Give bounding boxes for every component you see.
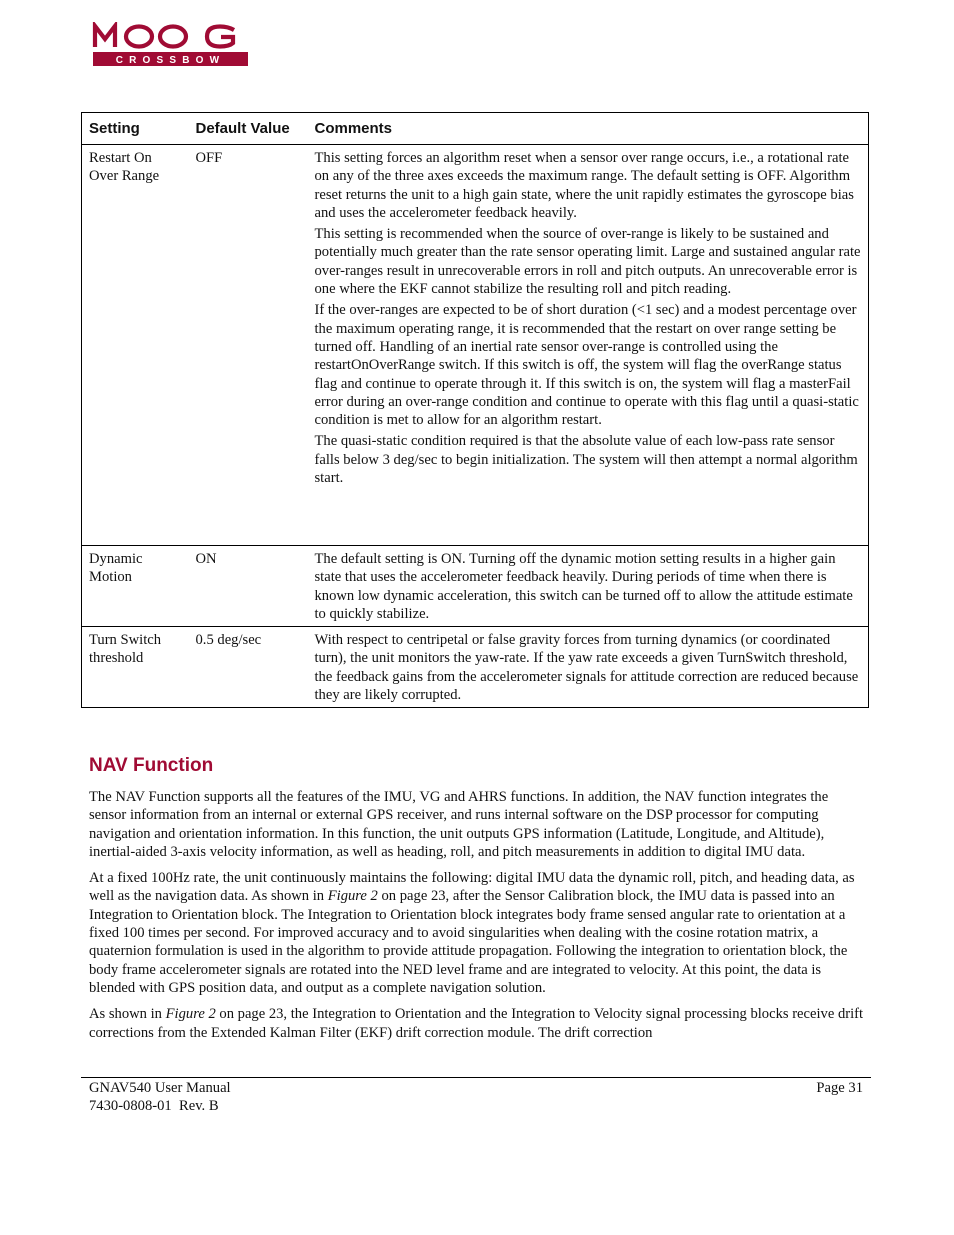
header-setting: Setting <box>82 113 189 145</box>
comment-paragraph: The quasi-static condition required is that the absolute value of each low-pass rate sensor falls below 3 deg/sec to begin initialization. The system will then attempt a normal algorithm start. <box>314 433 858 487</box>
setting-cell: Restart On Over Range <box>82 145 189 546</box>
setting-cell: Turn Switch threshold <box>82 627 189 708</box>
logo-sub-brand: CROSSBOW <box>115 55 226 66</box>
default-value-cell: ON <box>189 546 308 627</box>
table-row-dynamic-motion <box>82 546 869 627</box>
body-paragraph: The NAV Function supports all the features of the IMU, VG and AHRS functions. In addition, the NAV function integrates the sensor information from an internal or external GPS receiver, and runs internal software on the DSP processor for computing navigation and orientation information. In this function, the unit outputs GPS information (Latitude, Longitude, and Altitude), inertial-aided 3-axis velocity information, as well as heading, roll, and pitch measurements in addition to digital IMU data. <box>89 789 829 860</box>
table-header-row <box>82 113 869 145</box>
figure-reference: Figure 2 <box>327 888 378 905</box>
footer-rule <box>81 1077 871 1078</box>
text-run: on page 23, after the Sensor Calibration block, the IMU data is passed into an Integration to Orientation block. The Integration to Orientation block integrates body frame sensed angular rate to orientation at a fixed 100 times per second. For improved accuracy and to avoid singularities when dealing with the cosine rotation matrix, a quaternion formulation is used in the algorithm to provide attitude propagation. Following the integration to orientation block, the body frame accelerometer signals are rotated into the NED level frame and are integrated to velocity. At this point, the data is blended with GPS position data, and output as a complete navigation solution. <box>89 888 848 996</box>
body-paragraph <box>89 1005 864 1042</box>
footer-page-number: Page 31 <box>816 1080 863 1096</box>
footer-left <box>89 1079 231 1116</box>
setting-cell: Dynamic Motion <box>82 546 189 627</box>
table-row-turn-switch-threshold <box>82 627 869 708</box>
text-run: As shown in <box>89 1006 166 1023</box>
comment-paragraph: If the over-ranges are expected to be of short duration (<1 sec) and a modest percentage over the maximum operating range, it is recommended that the restart on over range setting be turned off. Handling of an inertial rate sensor over-range is controlled using the restartOnOverRange switch. If this switch is off, the system will flag the overRange status flag and continue to operate through it. If this switch is on, the system will flag a masterFail error during an over-range condition and continue to operate with this flag until a quasi-static condition is met to allow for an algorithm restart. <box>314 302 859 429</box>
text-run: on page 23, the Integration to Orientation and the Integration to Velocity signal processing blocks receive drift corrections from the Extended Kalman Filter (EKF) drift correction module. The drift correction <box>89 1006 864 1041</box>
comments-cell <box>308 145 869 546</box>
footer-doc-number: 7430-0808-01 Rev. B <box>89 1098 219 1115</box>
body-paragraph <box>89 869 864 997</box>
comment-paragraph: This setting forces an algorithm reset when a sensor over range occurs, i.e., a rotational rate on any of the three axes exceeds the maximum range. The default setting is OFF. Algorithm reset returns the unit to a high gain state, where the unit rapidly estimates the gyroscope bias and uses the accelerometer feedback heavily. <box>314 150 854 221</box>
comments-cell <box>308 546 869 627</box>
header-comments: Comments <box>308 113 869 145</box>
default-value-cell: 0.5 deg/sec <box>189 627 308 708</box>
comments-cell <box>308 627 869 708</box>
nav-function-section <box>89 754 864 1104</box>
comment-paragraph: With respect to centripetal or false gravity forces from turning dynamics (or coordinated turn), the unit monitors the yaw-rate. If the yaw rate exceeds a given TurnSwitch threshold, the feedback gains from the accelerometer signals for attitude correction are reduced because they are likely corrupted. <box>314 632 859 704</box>
footer-manual-title: GNAV540 User Manual <box>89 1080 231 1096</box>
default-value-cell: OFF <box>189 145 308 546</box>
settings-table <box>81 112 869 708</box>
text-run: At a fixed 100Hz rate, the unit continuously maintains the following: digital IMU data the dynamic roll, pitch, and heading data, as well as the navigation data. As shown in <box>89 870 855 905</box>
section-body <box>89 788 864 1104</box>
section-heading: NAV Function <box>89 755 214 776</box>
comment-paragraph: This setting is recommended when the source of over-range is likely to be sustained and potentially much greater than the rate sensor operating limit. Large and sustained angular rate over-ranges result in unrecoverable errors in roll and pitch outputs. An unrecoverable error is one where the EKF cannot stabilize the resulting roll and pitch reading. <box>314 226 861 298</box>
figure-reference: Figure 2 <box>165 1006 216 1023</box>
comment-paragraph: The default setting is ON. Turning off the dynamic motion setting results in a higher gain state that uses the accelerometer feedback heavily. During periods of time when there is known low dynamic acceleration, this switch can be turned off to allow the attitude estimate to quickly stabilize. <box>314 551 853 622</box>
moog-crossbow-logo <box>92 22 250 68</box>
header-default-value: Default Value <box>189 113 308 145</box>
table-row-restart-on-over-range <box>82 145 869 546</box>
